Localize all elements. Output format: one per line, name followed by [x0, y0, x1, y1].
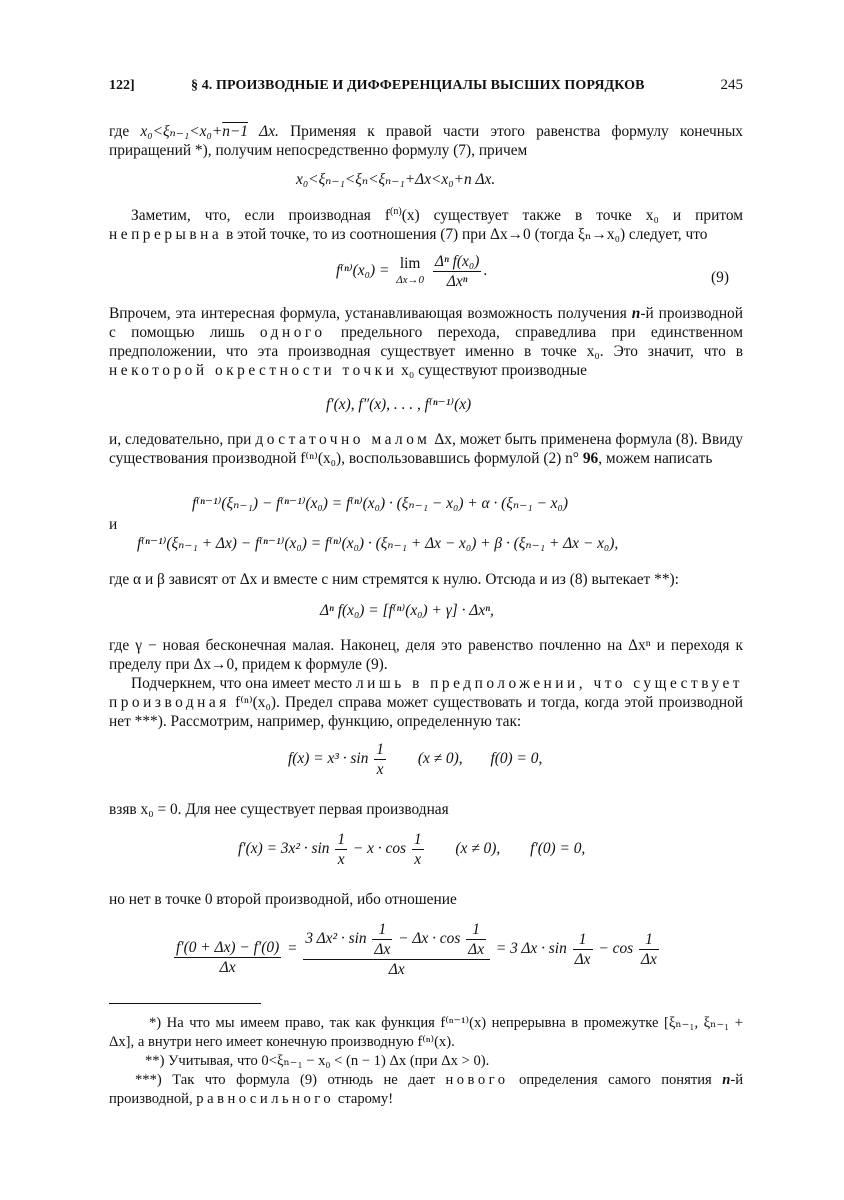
- paragraph-4: и, следовательно, при достаточно малом Δx, может быть применена формула (8). Ввиду существования производной f⁽ⁿ⁾(x₀), воспользовавшись формулой (2) n° 96, можем написать: [109, 431, 743, 467]
- equation-number: (9): [711, 269, 729, 286]
- inline-math: Δx.: [248, 123, 279, 140]
- paragraph-7: Подчеркнем, что она имеет место лишь в предположении, что существует производная f⁽ⁿ⁾(x₀). Предел справа может существовать и тогда, когда этой производной нет ***). Рассмотрим, например, функцию, определенную так:: [109, 675, 744, 730]
- spaced-emphasis: нового: [445, 1072, 509, 1088]
- paragraph-8: взяв x₀ = 0. Для нее существует первая производная: [109, 801, 449, 818]
- formula-expansion-b: f⁽ⁿ⁻¹⁾(ξₙ₋₁ + Δx) − f⁽ⁿ⁻¹⁾(x₀) = f⁽ⁿ⁾(x₀) · (ξₙ₋₁ + Δx − x₀) + β · (ξₙ₋₁ + Δx − x₀),: [137, 535, 619, 552]
- formula-inequality: x₀<ξₙ₋₁<ξₙ<ξₙ₋₁+Δx<x₀+n Δx.: [296, 171, 496, 188]
- footnote-3: ***) Так что формула (9) отнюдь не дает нового определения самого понятия n-й производной, равносильного старому!: [109, 1072, 743, 1107]
- paragraph-1: где x₀<ξₙ₋₁<x₀+n−1 Δx. Применяя к правой части этого равенства формулу конечных приращений *), получим непосредственно формулу (7), причем: [109, 123, 744, 159]
- spaced-emphasis: некоторой окрестности точки: [109, 362, 398, 379]
- spaced-emphasis: непрерывна: [109, 226, 223, 243]
- spaced-emphasis: достаточно малом: [255, 431, 431, 448]
- formula-derivatives: f′(x), f″(x), . . . , f⁽ⁿ⁻¹⁾(x): [326, 396, 472, 413]
- inline-math: n−1: [222, 123, 248, 140]
- page-number: 245: [720, 77, 743, 93]
- chapter-title: § 4. ПРОИЗВОДНЫЕ И ДИФФЕРЕНЦИАЛЫ ВЫСШИХ ПОРЯДКОВ: [191, 78, 645, 93]
- footnote-separator: [109, 1003, 261, 1004]
- formula-9: f⁽ⁿ⁾(x₀) = lim Δx→0 $\frac{\text{Δⁿ f(x₀)}}{\text{Δxⁿ}}$ .: [336, 253, 488, 290]
- formula-function-def: f(x) = x³ · sin $\frac{1}{x}$ (x ≠ 0), f(0) = 0,: [288, 741, 543, 778]
- formula-difference-ratio: $\frac{f'(0 + \Delta x) - f'(0)}{\Delta x}$ = 3 Δx² · sin $\frac{1}{\Delta x}$ − Δx · cos $\frac{1}{\Delta x}$ Δx = 3 Δx · sin $\frac{1}{\Delta x}$ − cos $\frac{1}{\Delta x}$: [176, 921, 657, 978]
- spaced-emphasis: одного: [259, 324, 326, 341]
- footnote-2: **) Учитывая, что 0<ξₙ₋₁ − x₀ < (n − 1) Δx (при Δx > 0).: [145, 1053, 490, 1069]
- section-number: 122]: [109, 78, 135, 93]
- formula-first-derivative: f′(x) = 3x² · sin $\frac{1}{x}$ − x · cos $\frac{1}{x}$ (x ≠ 0), f′(0) = 0,: [238, 831, 586, 868]
- paragraph-6: где γ − новая бесконечная малая. Наконец, деля это равенство почленно на Δxⁿ и переходя к пределу при Δx→0, придем к формуле (9).: [109, 637, 743, 673]
- spaced-emphasis: лишь в предположении, что существует производная: [109, 675, 744, 711]
- paragraph-5: где α и β зависят от Δx и вместе с ним стремятся к нулю. Отсюда и из (8) вытекает **):: [109, 571, 679, 588]
- footnote-1: *) На что мы имеем право, так как функция f⁽ⁿ⁻¹⁾(x) непрерывна в промежутке [ξₙ₋₁, ξₙ₋₁ + Δx], а внутри него имеет конечную производную f⁽ⁿ⁾(x).: [109, 1015, 743, 1050]
- conjunction: и: [109, 516, 118, 533]
- formula-delta-n: Δⁿ f(x₀) = [f⁽ⁿ⁾(x₀) + γ] · Δxⁿ,: [320, 602, 494, 619]
- paragraph-9: но нет в точке 0 второй производной, ибо отношение: [109, 891, 457, 908]
- spaced-emphasis: равносильного: [196, 1091, 335, 1107]
- inline-math: x₀<ξₙ₋₁<x₀+: [140, 123, 223, 140]
- running-header: [109, 76, 743, 96]
- formula-expansion-a: f⁽ⁿ⁻¹⁾(ξₙ₋₁) − f⁽ⁿ⁻¹⁾(x₀) = f⁽ⁿ⁾(x₀) · (ξₙ₋₁ − x₀) + α · (ξₙ₋₁ − x₀): [192, 495, 568, 512]
- paragraph-2: Заметим, что, если производная $f^{(n)}(x)$ существует также в точке x₀ и притом непрерывна в этой точке, то из соотношения (7) при Δx→0 (тогда ξₙ→x₀) следует, что: [109, 205, 743, 243]
- paragraph-3: Впрочем, эта интересная формула, устанавливающая возможность получения n-й производной с помощью лишь одного предельного перехода, справедлива при единственном предположении, что эта производная существует именно в точке x₀. Это значит, что в некоторой окрестности точки x₀ существуют производные: [109, 305, 744, 379]
